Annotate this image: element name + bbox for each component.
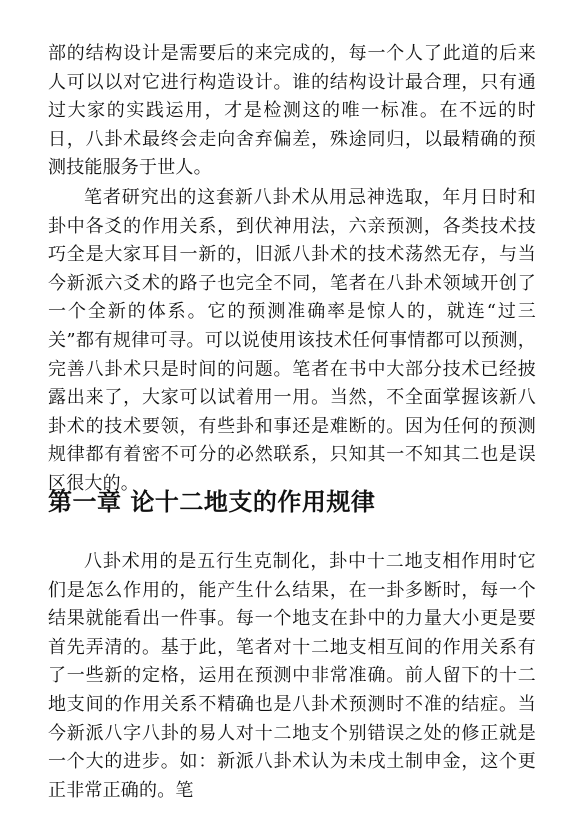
paragraph-2: 笔者研究出的这套新八卦术从用忌神选取，年月日时和卦中各爻的作用关系，到伏神用法，六亲预测，各类技术技巧全是大家耳目一新的，旧派八卦术的技术荡然无存，与当今新派六爻术的路子也完全不同，笔者在八卦术领域开创了一个全新的体系。它的预测准确率是惊人的，就连“过三关”都有规律可寻。可以说使用该技术任何事情都可以预测，完善八卦术只是时间的问题。笔者在书中大部分技术已经披露出来了，大家可以试着用一用。当然，不全面掌握该新八卦术的技术要领，有些卦和事还是难断的。因为任何的预测规律都有着密不可分的必然联系，只知其一不知其二也是误区很大的。: [48, 187, 536, 494]
paragraph-3: 八卦术用的是五行生克制化，卦中十二地支相作用时它们是怎么作用的，能产生什么结果，在一卦多断时，每一个结果就能看出一件事。每一个地支在卦中的力量大小更是要首先弄清的。基于此，笔者对十二地支相互间的作用关系有了一些新的定格，运用在预测中非常准确。前人留下的十二地支间的作用关系不精确也是八卦术预测时不准的结症。当今新派八字八卦的易人对十二地支个别错误之处的修正就是一个大的进步。如：新派八卦术认为未戌土制申金，这个更正非常正确的。笔: [48, 551, 536, 801]
paragraph-1: 部的结构设计是需要后的来完成的，每一个人了此道的后来人可以以对它进行构造设计。谁的结构设计最合理，只有通过大家的实践运用，才是检测这的唯一标准。在不远的时日，八卦术最终会走向舍弃偏差，殊途同归，以最精确的预测技能服务于世人。: [48, 43, 536, 179]
chapter-title: 第一章 论十二地支的作用规律: [48, 488, 376, 516]
